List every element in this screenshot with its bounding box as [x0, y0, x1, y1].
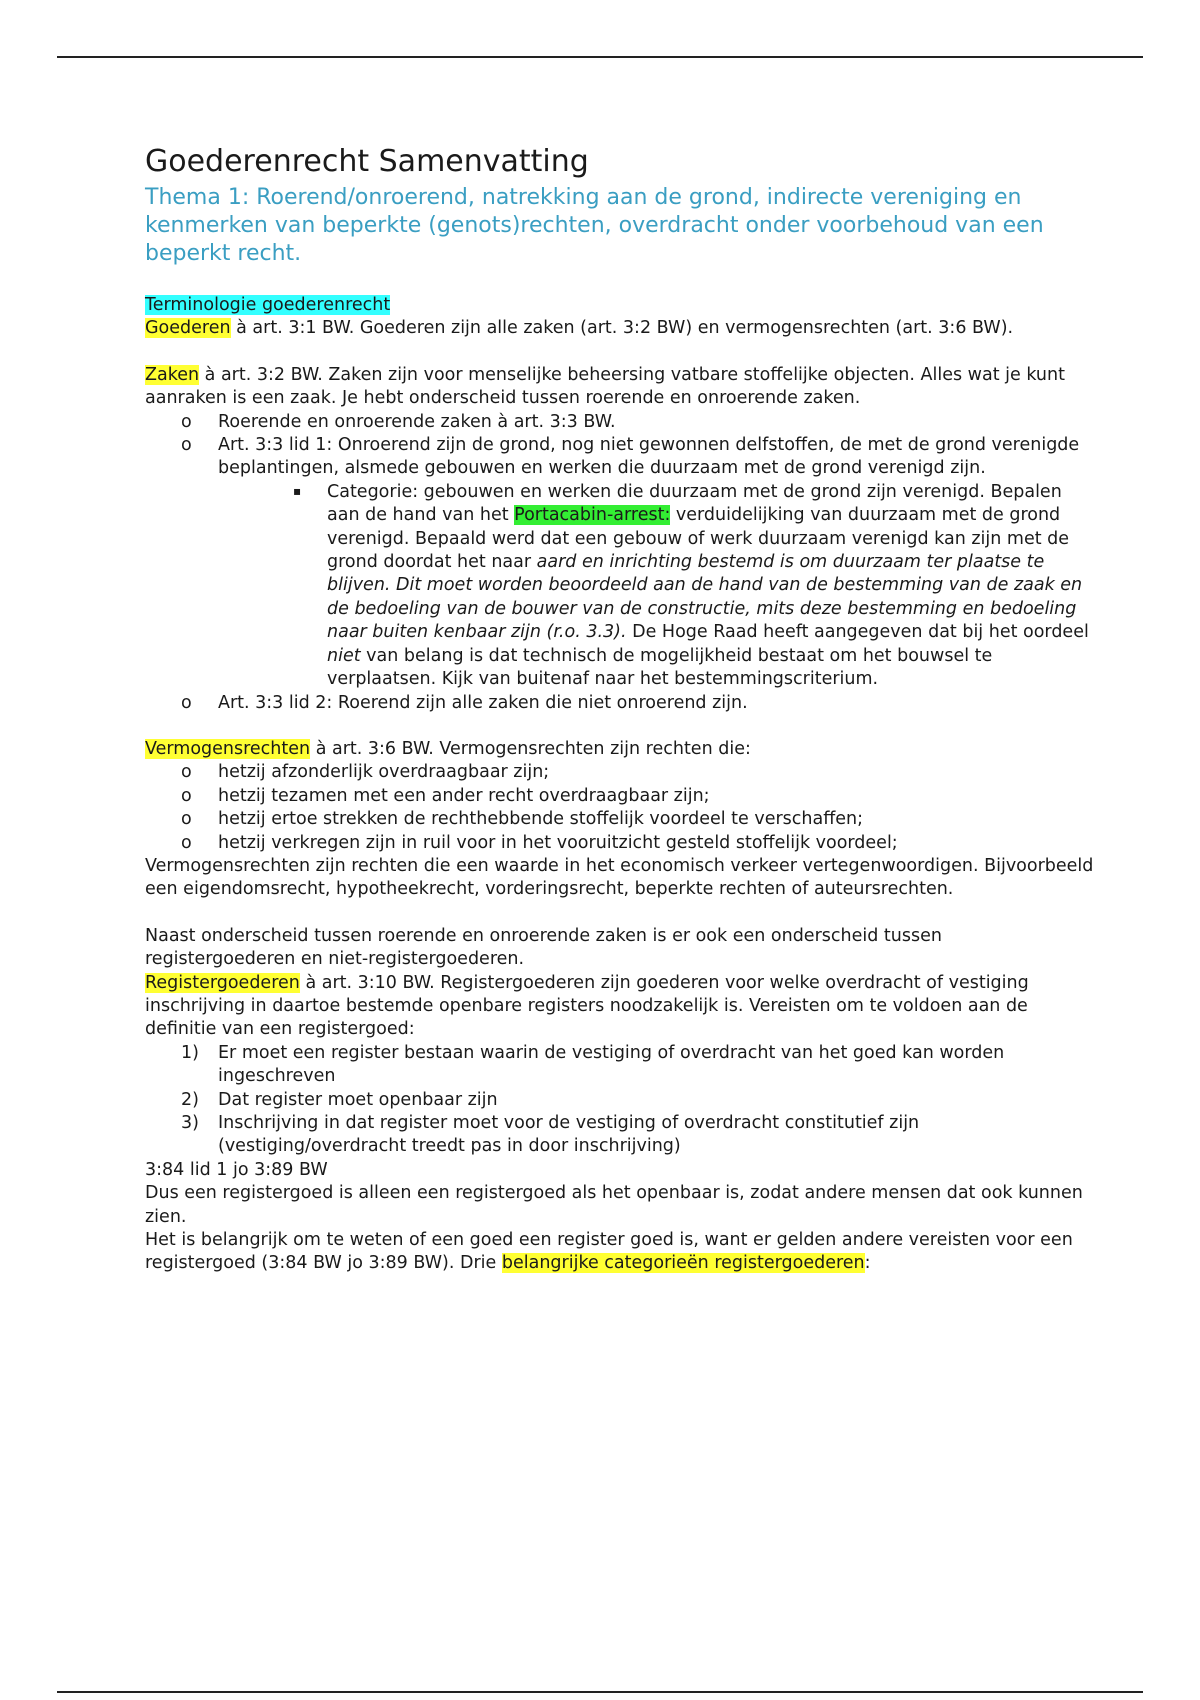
registergoederen-text: à art. 3:10 BW. Registergoederen zijn goederen voor welke overdracht of vestiging inschrijving in daartoe bestemde openbare registers noodzakelijk is. Vereisten om te voldoen aan de definitie van een registergoed: — [145, 972, 1029, 1040]
list-number: 2) — [181, 1089, 199, 1110]
zaken-list — [145, 411, 1095, 481]
list-item — [145, 1112, 1095, 1159]
sub-text-a: Categorie: gebouwen en werken die duurzaam met de grond zijn verenigd. Bepalen aan de hand van het — [327, 481, 1062, 526]
zaken-text: à art. 3:2 BW. Zaken zijn voor menselijke beheersing vatbare stoffelijke objecten. Alles wat je kunt aanraken is een zaak. Je hebt onderscheid tussen roerende en onroerende zaken. — [145, 364, 1065, 409]
sub-text-italic: aard en inrichting bestemd is om duurzaam ter plaatse te blijven. Dit moet worden beoordeeld aan de hand van de bestemming van de zaak en de bedoeling van de bouwer van de constructie, mits deze bestemming en bedoeling naar buiten kenbaar zijn (r.o. 3.3). — [327, 552, 1083, 643]
vermogensrechten-list — [145, 761, 1095, 855]
register-note: Dus een registergoed is alleen een registergoed als het openbaar is, zodat andere mensen dat ook kunnen zien. — [145, 1183, 1083, 1227]
register-intro: Naast onderscheid tussen roerende en onroerende zaken is er ook een onderscheid tussen registergoederen en niet-registergoederen. — [145, 925, 942, 970]
list-item-text: hetzij verkregen zijn in ruil voor in het vooruitzicht gesteld stoffelijk voordeel; — [218, 832, 898, 853]
goederen-text: à art. 3:1 BW. Goederen zijn alle zaken (art. 3:2 BW) en vermogensrechten (art. 3:6 BW). — [230, 318, 1014, 339]
bullet-marker: o — [181, 411, 192, 432]
list-item — [145, 832, 1095, 855]
list-item-text: hetzij tezamen met een ander recht overdraagbaar zijn; — [218, 785, 710, 806]
list-item — [145, 1042, 1095, 1089]
list-item-text: Roerende en onroerende zaken à art. 3:3 BW. — [218, 411, 616, 432]
bullet-marker: o — [181, 832, 192, 853]
sub-text-c: De Hoge Raad heeft aangegeven dat bij het oordeel — [626, 622, 1089, 643]
document-subtitle: Thema 1: Roerend/onroerend, natrekking aan de grond, indirecte vereniging en kenmerken van beperkte (genots)rechten, overdracht onder voorbehoud van een beperkt recht. — [145, 185, 1044, 266]
list-item-text: Inschrijving in dat register moet voor de vestiging of overdracht constitutief zijn (vestiging/overdracht treedt pas in door inschrijving) — [218, 1113, 920, 1157]
bottom-rule — [57, 1691, 1143, 1693]
bullet-marker: o — [181, 435, 192, 456]
categories-highlight: belangrijke categorieën registergoederen — [501, 1253, 865, 1274]
zaken-sublist — [145, 481, 1095, 692]
square-bullet-marker: ▪ — [293, 483, 302, 498]
bullet-marker: o — [181, 762, 192, 783]
list-item-text: Dat register moet openbaar zijn — [218, 1089, 498, 1110]
list-item-text: Er moet een register bestaan waarin de vestiging of overdracht van het goed kan worden ingeschreven — [218, 1042, 1005, 1087]
vermogensrechten-after: Vermogensrechten zijn rechten die een waarde in het economisch verkeer vertegenwoordigen. Bijvoorbeeld een eigendomsrecht, hypotheekrecht, vorderingsrecht, beperkte rechten of auteursrechten. — [145, 855, 1094, 900]
last-text-b: : — [864, 1253, 871, 1274]
list-number: 1) — [181, 1042, 199, 1063]
list-item-text: Art. 3:3 lid 1: Onroerend zijn de grond, nog niet gewonnen delfstoffen, de met de grond verenigde beplantingen, alsmede gebouwen en werken die duurzaam met de grond verenigd zijn. — [218, 435, 1080, 479]
terminology-heading-text: Terminologie goederenrecht — [145, 295, 391, 315]
registergoederen-paragraph — [145, 972, 1095, 1042]
list-item — [145, 692, 1095, 715]
list-item-text: Art. 3:3 lid 2: Roerend zijn alle zaken die niet onroerend zijn. — [218, 692, 748, 713]
vermogensrechten-paragraph — [145, 738, 1095, 761]
goederen-paragraph — [145, 317, 1095, 340]
bullet-marker: o — [181, 692, 192, 713]
list-item — [145, 785, 1095, 808]
list-number: 3) — [181, 1113, 199, 1133]
list-item — [145, 761, 1095, 784]
document-title: Goederenrecht Samenvatting — [145, 144, 589, 179]
list-item-text: hetzij afzonderlijk overdraagbaar zijn; — [218, 762, 550, 783]
article-reference: 3:84 lid 1 jo 3:89 BW — [145, 1159, 328, 1180]
zaken-list-cont — [145, 692, 1095, 715]
portacabin-arrest: Portacabin-arrest: — [514, 505, 671, 526]
vermogensrechten-term: Vermogensrechten — [145, 738, 311, 759]
sub-text-d: van belang is dat technisch de mogelijkheid bestaat om het bouwsel te verplaatsen. Kijk van buitenaf naar het bestemmingscriterium. — [327, 645, 993, 690]
list-item — [145, 1089, 1095, 1112]
list-item — [145, 434, 1095, 481]
register-requirements-list — [145, 1042, 1095, 1159]
document-body — [145, 140, 1095, 1276]
zaken-term: Zaken — [145, 364, 200, 385]
zaken-paragraph — [145, 364, 1095, 411]
top-rule — [57, 56, 1143, 58]
registergoederen-term: Registergoederen — [145, 972, 300, 993]
bullet-marker: o — [181, 785, 192, 806]
list-item-text: hetzij ertoe strekken de rechthebbende stoffelijk voordeel te verschaffen; — [218, 809, 864, 830]
sub-text-niet: niet — [327, 645, 361, 666]
sub-text-b: verduidelijking van duurzaam met de grond verenigd. Bepaald werd dat een gebouw of werk duurzaam verenigd kan zijn met de grond doordat het naar — [327, 505, 1070, 573]
vermogensrechten-text: à art. 3:6 BW. Vermogensrechten zijn rechten die: — [310, 738, 751, 759]
bullet-marker: o — [181, 809, 192, 830]
last-text-a: Het is belangrijk om te weten of een goed een register goed is, want er gelden andere vereisten voor een registergoed (3:84 BW jo 3:89 BW). Drie — [145, 1230, 1073, 1274]
terminology-heading — [145, 294, 1095, 317]
sublist-item — [145, 481, 1095, 692]
goederen-term: Goederen — [145, 318, 231, 339]
list-item — [145, 808, 1095, 831]
register-last-paragraph — [145, 1229, 1095, 1276]
list-item — [145, 411, 1095, 434]
